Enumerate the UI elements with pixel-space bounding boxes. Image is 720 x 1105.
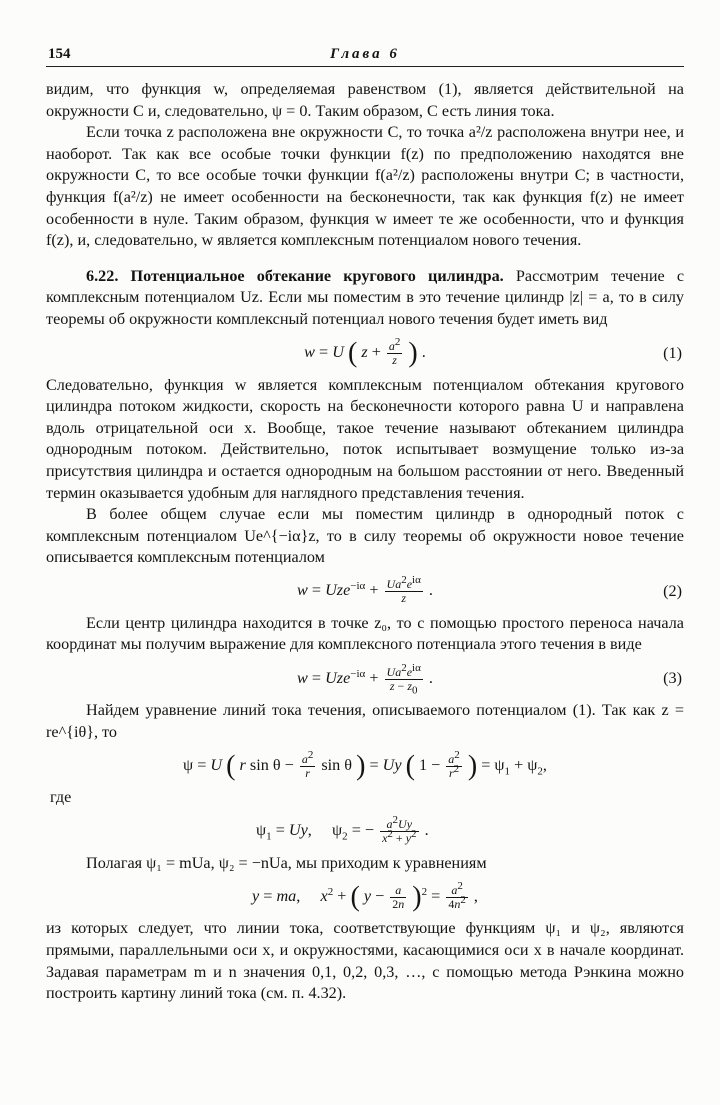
paragraph-6: Найдем уравнение линий тока течения, описываемого потенциалом (1). Так как z = re^{iθ}, то bbox=[46, 701, 684, 741]
equation-psi: ψ = U ( r sin θ − $\frac{a^2}{r}$ sin θ ) = Uy ( 1 − $\frac{a^2}{r^2}$ ) = $\psi_1 + \psi_2$, bbox=[183, 748, 547, 782]
paragraph-8: из которых следует, что линии тока, соответствующие функциям ψ₁ и ψ₂, являются прямыми, параллельными оси x, и окружностями, касающимися оси x в начале координат. Задавая параметрам m и n значения 0,1, 0,2, 0,3, …, с помощью метода Рэнкина можно построить картину линий тока (см. п. 4.32). bbox=[46, 919, 684, 1003]
paragraph-2: Если точка z расположена вне окружности C, то точка a²/z расположена внутри нее, и наоборот. Так как все особые точки функции f(z) по предположению находятся вне окружности C, то все особые точки функции f(a²/z) расположены внутри C; в частности, функция f(a²/z) не имеет особенности на бесконечности, так как функция f(z) не имеет особенности в нуле. Таким образом, функция w имеет те же особенности, что и функция f(z), и, следовательно, w является комплексным потенциалом нового течения. bbox=[46, 123, 684, 250]
equation-number: (3) bbox=[663, 669, 682, 688]
paragraph-7: Полагая ψ₁ = mUa, ψ₂ = −nUa, мы приходим к уравнениям bbox=[86, 853, 487, 872]
paragraph-3: Следовательно, функция w является комплексным потенциалом обтекания кругового цилиндра потоком жидкости, скорость на бесконечности которого равна U и направлена вдоль отрицательной оси x. Вообще, такое течение называют обтеканием цилиндра однородным потоком. Действительно, поток испытывает возмущение только из-за присутствия цилиндра и остается однородным на большом расстоянии от него. Введенный термин оказывается удобным для наглядного представления течения. bbox=[46, 375, 684, 502]
equation-2: w = Uze$^{-i\alpha}$ + $\frac{Ua^2e^{i\alpha}}{z}$ . (2) bbox=[297, 574, 682, 606]
section-text: Рассмотрим течение с комплексным потенциалом Uz. Если мы поместим в это течение цилиндр |z| = a, то в силу теоремы об окружности комплексный потенциал нового течения будет иметь вид bbox=[46, 266, 684, 328]
equation-1: w = U ( z + $\frac{a^2}{z}$ ) . (1) bbox=[304, 336, 682, 369]
page-header bbox=[46, 42, 684, 67]
section-paragraph bbox=[46, 266, 684, 331]
section-title: 6.22. Потенциальное обтекание кругового цилиндра. bbox=[86, 266, 504, 285]
equation-3: w = Uze$^{-i\alpha}$ + $\frac{Ua^2e^{i\alpha}}{z - z_0}$ . (3) bbox=[297, 661, 682, 696]
equation-number: (1) bbox=[663, 343, 682, 362]
paragraph-4: В более общем случае если мы поместим цилиндр в однородный поток с комплексным потенциалом Ue^{−iα}z, то в силу теоремы об окружности новое течение описывается комплексным потенциалом bbox=[46, 505, 684, 567]
page-number: 154 bbox=[48, 46, 71, 62]
where-label: где bbox=[50, 788, 72, 807]
equation-streamlines: y = ma, $x^2$ + ( y − $\frac{a}{2n}$ )$^2$ = $\frac{a^2}{4n^2}$ , bbox=[252, 879, 478, 913]
equation-number: (2) bbox=[663, 582, 682, 601]
paragraph-1: видим, что функция w, определяемая равенством (1), является действительной на окружности C и, следовательно, ψ = 0. Таким образом, C есть линия тока. bbox=[46, 80, 684, 120]
page bbox=[46, 42, 684, 1005]
paragraph-5: Если центр цилиндра находится в точке z₀, то с помощью простого переноса начала координат мы получим выражение для комплексного потенциала этого течения в виде bbox=[46, 613, 684, 654]
equation-psi-components: $\psi_1 = Uy$, $\psi_2$ = − $\frac{a^2Uy}{x^2 + y^2}$ . bbox=[256, 814, 429, 846]
chapter-title: Глава 6 bbox=[330, 46, 400, 62]
